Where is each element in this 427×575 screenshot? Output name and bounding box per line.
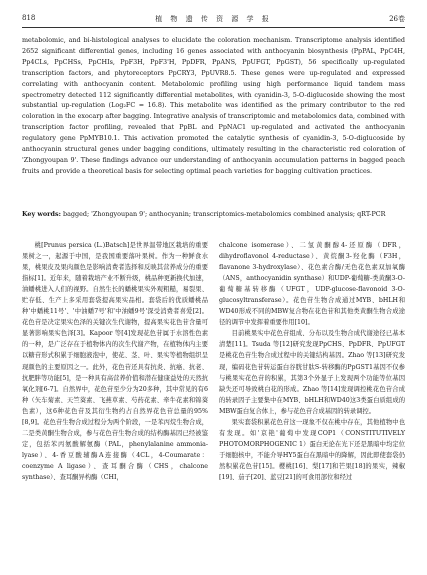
header-divider bbox=[22, 27, 405, 28]
abstract-paragraph: metabolomic, and bi-histological analyses to elucidate the coloration mechanism. Transcriptome analysis identified 2652 significant differential genes, including 16 genes associated with anthocyanin biosynthesis (PpPAL, PpC4H, Pp4CLs, PpCHSs, PpCHIs, PpF3H, PpF3'H, PpDFR, PpANS, PpUFGT, PpGST), 56 specifically up-regulated transcription factors, and phytoreceptors PpCRY3, PpUVR8.5. These genes were up-regulated and expressed correlating with anthocyanin content. Metabolomic profiling using high performance liquid tandem mass spectrometry detected 112 significantly differential metabolites, with cyanidin-3, 5-O-diglucoside showing the most substantial up-regulation (Log₂FC = 16.8). This metabolite was identified as the primary contributor to the red coloration in the exocarp after bagging. Integrative analysis of transcriptomic and metabolomics data, combined with transcription factor profiling, revealed that PpBL and PpNAC1 up-regulated and activated the anthocyanin regulatory gene PpMYB10.1. This activation promoted the catalytic synthesis of cyanidin-3, 5-O-diglucoside by anthocyanin structural genes under bagging conditions, ultimately resulting in the characteristic red coloration of 'Zhongyoupan 9'. These findings advance our understanding of anthocyanin accumulation patterns in bagged peach fruits and provide a theoretical basis for selecting optimal peach varieties for bagging cultivation practices. bbox=[22, 36, 405, 175]
page-number: 818 bbox=[22, 14, 36, 22]
body-paragraph: chalcone isomerase）、二氢黄酮醇4-还原酶（DFR，dihydroflavonol 4-reductase）、黄烷酮3-羟化酶（F3H，flavanone 3-hydroxylase）、花色素合酶/无色花色素双加氧酶（ANS，anthocyanidin synthase）和UDP-葡萄糖-类黄酮3-O-葡萄糖基转移酶（UFGT，UDP-glucose-flavonoid 3-O-glucosyltransferase）。花色苷生物合成通过MYB、bHLH和WD40形成不同的MBW复合物在花色苷和其他类黄酮生物合成途径的调节中发挥着重要作用[10]。 bbox=[219, 242, 405, 327]
journal-title: 植 物 遗 传 资 源 学 报 bbox=[155, 15, 272, 23]
body-left-column bbox=[22, 240, 208, 483]
keywords bbox=[22, 209, 405, 220]
body-right-column bbox=[219, 240, 405, 483]
body-paragraph: 果实套袋积累花色苷这一现象不仅在桃中存在，其他植物中也有发现。如'京艳'葡萄中发现COP1（CONSTITUTIVELY PHOTOMORPHOGENIC 1）蛋白无论在光下还是黑暗中均定位于细胞核中，不能介导HY5蛋白在黑暗中的降解，因此即使套袋仍然积累花色苷[15]。樱桃[16]、梨[17]和芒果[18]的果实，辣椒[19]、茄子[20]、蓝豆[21]的可食用部位和经过 bbox=[219, 418, 405, 481]
body-paragraph: 桃[Prunus persica (L.)Batsch]是世界温带地区栽培的重要果树之一，起源于中国，是我国重要落叶果树。作为一种鲜食水果，桃果皮及果肉颜色是影响消费者选择和反映其营养成分的重要指标[1]。近年来，随着栽培产业不断升级，桃品种更新换代加速，油蟠桃进入人们的视野。自然生长的蟠桃果实外观粗糙，易裂果、贮存低、生产上多采用套袋提高果实品相。套袋后的优质蟠桃品种'中蟠桃11号'、'中油蟠7号'和'中油蟠9号'深受消费者喜爱[2]。花色苷是决定果实色泽的关键次生代谢物，提高果实花色苷含量可显著影响果实色泽[3]。Kapoor 等[4]发现花色苷属于水溶性色素的一种，是广泛存在于植物体内的次生代谢产物，在植物体内主要以糖苷形式积累于细胞液泡中，使花、茎、叶、果实等植物组织呈现颜色的主要原因之一。此外，花色苷还具有抗炎、抗癌、抗老、抗肥胖等功能[5]，是一种具有高营养价值和潜在健康益处的天然抗氧化剂[6-7]。自然界中，花色苷至少分为20多种，其中常见的有6种（矢车菊素、天竺葵素、飞燕草素、芍药花素、牵牛花素和锦葵色素），这6种花色苷及其衍生物约占自然界花色苷总量的95%[8,9]。花色苷生物合成过程分为两个阶段，一是苯丙烷生物合成，二是类黄酮生物合成，参与花色苷生物合成的结构酶基因已经被鉴定，包括苯丙氨酸解氨酶（PAL，phenylalanine ammonia-lyase）、4-香豆酸辅酶A连接酶（4CL，4-Coumarate：coenzyme A ligase）、查耳酮合酶（CHS，chalcone synthase）、查耳酮异构酶（CHI， bbox=[22, 242, 208, 481]
keywords-text: bagged; 'Zhongyoupan 9'; anthocyanin; transcriptomics-metabolomics combined analysis; qRT-PCR bbox=[63, 210, 386, 218]
volume-label: 26卷 bbox=[389, 15, 405, 23]
body-paragraph: 目前桃果实中花色苷组成、分布以及生物合成代谢途径已基本清楚[11]。Tsuda 等[12]研究发现PpCHS、PpDFR、PpUFGT是桃花色苷生物合成过程中的关键结构基因。Zhao 等[13]研究发现，编码花色苷转运蛋白谷胱甘肽S-转移酶的PpGST1基因不仅参与桃果实花色苷的积累，其第3个外显子上发现两个功能等位基因缺失还可导致桃白花的形成。Zhao 等[14]发现调控桃花色苷合成的转录因子主要集中在MYB、bHLH和WD40这3类蛋白质组成的MBW蛋白复合体上，参与花色苷合成基因的转录调控。 bbox=[219, 330, 405, 415]
keywords-label: Key words: bbox=[22, 210, 61, 218]
page-header bbox=[22, 14, 405, 26]
